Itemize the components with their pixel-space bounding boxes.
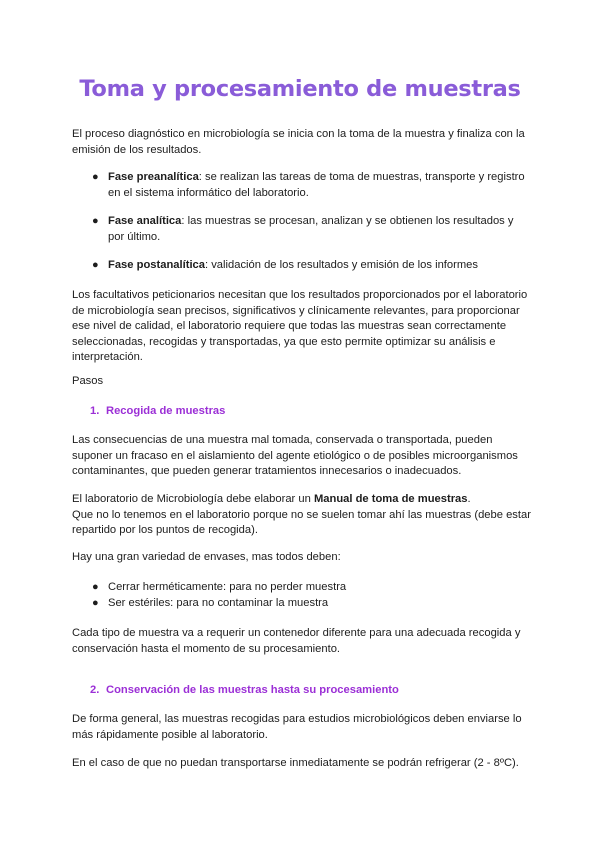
contenedor-paragraph: Cada tipo de muestra va a requerir un contenedor diferente para una adecuada recogida y conservación hasta el momento de su procesamiento. [72, 627, 521, 655]
section-heading-conservacion [90, 683, 399, 699]
refrigerar-paragraph: En el caso de que no puedan transportarse inmediatamente se podrán refrigerar (2 - 8ºC). [72, 757, 519, 769]
manual-line2: Que no lo tenemos en el laboratorio porque no se suelen tomar ahí las muestras (debe estar repartido por los puntos de recogida). [72, 508, 531, 536]
phase-item-preanalitica [108, 170, 528, 201]
envase-item: Cerrar herméticamente: para no perder muestra [108, 581, 347, 593]
phase-label: Fase preanalítica [108, 171, 199, 183]
bullet-icon: ● [92, 581, 99, 593]
phase-label: Fase analítica [108, 215, 182, 227]
bullet-icon: ● [92, 215, 99, 227]
manual-paragraph [72, 492, 532, 539]
phase-item-analitica [108, 214, 528, 245]
phase-text: : se realizan las tareas de toma de muestras, transporte y registro en el sistema informático del laboratorio. [108, 171, 525, 199]
intro-paragraph: El proceso diagnóstico en microbiología se inicia con la toma de la muestra y finaliza con la emisión de los resultados. [72, 128, 525, 156]
bullet-icon: ● [92, 171, 99, 183]
phase-item-postanalitica [108, 258, 528, 274]
manual-prefix: El laboratorio de Microbiología debe elaborar un [72, 493, 314, 505]
phase-text: : las muestras se procesan, analizan y se obtienen los resultados y por último. [108, 215, 514, 243]
section-number: 2. [90, 684, 100, 696]
section-heading-recogida [90, 404, 225, 420]
section-title: Conservación de las muestras hasta su procesamiento [106, 684, 399, 696]
bullet-icon: ● [92, 597, 99, 609]
envase-item: Ser estériles: para no contaminar la muestra [108, 597, 329, 609]
consecuencias-paragraph: Las consecuencias de una muestra mal tomada, conservada o transportada, pueden suponer un fracaso en el aislamiento del agente etiológico o de posibles microorganismos contaminantes, que pueden generar tratamientos innecesarios o inadecuados. [72, 434, 518, 477]
manual-bold: Manual de toma de muestras [313, 493, 468, 505]
manual-suffix: . [467, 493, 471, 505]
envases-paragraph: Hay una gran variedad de envases, mas todos deben: [72, 551, 341, 563]
general-paragraph: De forma general, las muestras recogidas para estudios microbiológicos deben enviarse lo más rápidamente posible al laboratorio. [72, 713, 522, 741]
bullet-icon: ● [92, 259, 99, 271]
page-title: Toma y procesamiento de muestras [79, 76, 521, 102]
section-title: Recogida de muestras [106, 405, 226, 417]
phase-label: Fase postanalítica [108, 259, 205, 271]
section-number: 1. [90, 405, 100, 417]
phase-text: : validación de los resultados y emisión de los informes [205, 259, 478, 271]
facultativos-paragraph: Los facultativos peticionarios necesitan que los resultados proporcionados por el laboratorio de microbiología sean precisos, significativos y clínicamente relevantes, para proporcionar ese nivel de calidad, el laboratorio requiere que todas las muestras sean correctamente seleccionadas, recogidas y transportadas, ya que esto permite optimizar su análisis e interpretación. [72, 289, 528, 363]
pasos-label: Pasos [72, 375, 104, 387]
